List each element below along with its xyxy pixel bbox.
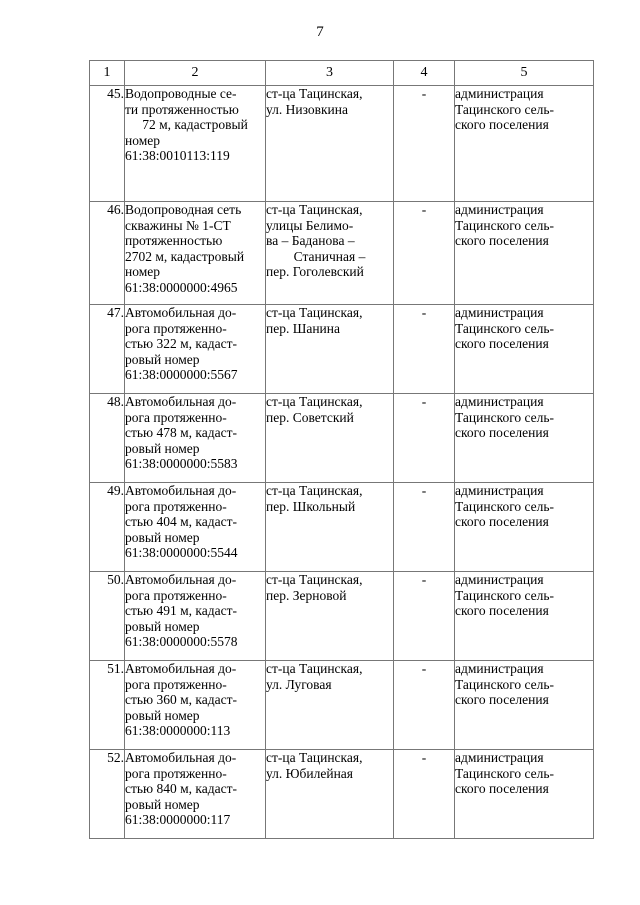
object-name-line: стью 840 м, кадаст-	[125, 781, 238, 796]
owner-line: Тацинского сель-	[455, 765, 555, 781]
owner-line: ского поселения	[455, 117, 549, 132]
object-name-line: ровый номер	[125, 707, 200, 723]
owner-line: Тацинского сель-	[455, 409, 555, 425]
owner-line: администрация	[455, 572, 544, 587]
address-cell	[266, 202, 394, 305]
column-4-value: -	[394, 750, 455, 839]
owner-line: ского поселения	[455, 514, 549, 529]
column-number-header-row	[90, 61, 594, 86]
owner-line: администрация	[455, 750, 544, 765]
object-name-line: 61:38:0000000:117	[125, 812, 231, 827]
owner-line: ского поселения	[455, 233, 549, 248]
object-name-line: номер	[125, 264, 161, 279]
column-header-5: 5	[455, 61, 594, 86]
row-number: 50.	[90, 572, 125, 661]
owner-line: Тацинского сель-	[455, 498, 555, 514]
object-name-line: рога протяженно-	[125, 409, 227, 425]
row-number: 48.	[90, 394, 125, 483]
object-name-cell	[125, 394, 266, 483]
address-cell	[266, 572, 394, 661]
object-name-line: стью 322 м, кадаст-	[125, 336, 238, 351]
table-row	[90, 661, 594, 750]
owner-line: Тацинского сель-	[455, 217, 555, 233]
object-name-line: стью 478 м, кадаст-	[125, 425, 238, 440]
column-header-1: 1	[90, 61, 125, 86]
object-name-line: ти протяженностью	[125, 101, 239, 117]
object-name-line: 61:38:0000000:4965	[125, 279, 238, 295]
object-name-line: 61:38:0010113:119	[125, 148, 230, 163]
object-name-line: скважины № 1-СТ	[125, 217, 231, 233]
column-4-value: -	[394, 661, 455, 750]
address-cell	[266, 661, 394, 750]
object-name-line: Автомобильная до-	[125, 394, 237, 409]
table-row	[90, 86, 594, 202]
object-name-line: Автомобильная до-	[125, 483, 237, 498]
owner-line: Тацинского сель-	[455, 101, 555, 117]
address-line: ул. Низовкина	[266, 101, 348, 117]
column-4-value: -	[394, 572, 455, 661]
address-line: ст-ца Тацинская,	[266, 572, 363, 587]
address-cell	[266, 394, 394, 483]
owner-line: Тацинского сель-	[455, 320, 555, 336]
object-name-line: 72 м, кадастровый	[142, 117, 248, 132]
owner-cell	[455, 202, 594, 305]
owner-line: ского поселения	[455, 781, 549, 796]
address-line: ст-ца Тацинская,	[266, 483, 363, 498]
object-name-line: 61:38:0000000:5578	[125, 634, 238, 649]
address-cell	[266, 750, 394, 839]
object-name-cell	[125, 661, 266, 750]
object-name-cell	[125, 202, 266, 305]
address-line: пер. Гоголевский	[266, 264, 364, 279]
row-number: 49.	[90, 483, 125, 572]
owner-cell	[455, 394, 594, 483]
object-name-line: Автомобильная до-	[125, 661, 237, 676]
table-row	[90, 750, 594, 839]
object-name-line: ровый номер	[125, 796, 200, 812]
owner-line: ского поселения	[455, 603, 549, 618]
object-name-line: протяженностью	[125, 233, 223, 248]
page-number: 7	[316, 24, 324, 40]
owner-line: Тацинского сель-	[455, 587, 555, 603]
address-line: ст-ца Тацинская,	[266, 305, 363, 320]
address-line: ул. Луговая	[266, 676, 332, 692]
address-line: ст-ца Тацинская,	[266, 661, 363, 676]
owner-cell	[455, 572, 594, 661]
address-line: ст-ца Тацинская,	[266, 86, 363, 101]
owner-line: администрация	[455, 483, 544, 498]
object-name-line: номер	[125, 132, 161, 148]
column-4-value: -	[394, 483, 455, 572]
address-line: ст-ца Тацинская,	[266, 750, 363, 765]
object-name-line: 61:38:0000000:5583	[125, 456, 238, 471]
owner-line: Тацинского сель-	[455, 676, 555, 692]
row-number: 47.	[90, 305, 125, 394]
object-name-cell	[125, 483, 266, 572]
object-name-cell	[125, 572, 266, 661]
column-4-value: -	[394, 305, 455, 394]
object-name-line: 61:38:0000000:113	[125, 723, 231, 738]
column-4-value: -	[394, 86, 455, 202]
address-line: пер. Школьный	[266, 498, 356, 514]
object-name-line: 61:38:0000000:5567	[125, 367, 238, 382]
address-cell	[266, 86, 394, 202]
object-name-line: ровый номер	[125, 351, 200, 367]
address-line: ул. Юбилейная	[266, 765, 353, 781]
column-4-value: -	[394, 394, 455, 483]
object-name-line: рога протяженно-	[125, 498, 227, 514]
object-name-line: стью 404 м, кадаст-	[125, 514, 238, 529]
owner-line: администрация	[455, 661, 544, 676]
object-name-line: Водопроводная сеть	[125, 202, 242, 217]
owner-line: администрация	[455, 305, 544, 320]
address-cell	[266, 483, 394, 572]
property-registry-table	[89, 60, 594, 839]
owner-cell	[455, 750, 594, 839]
table-row	[90, 483, 594, 572]
owner-line: администрация	[455, 86, 544, 101]
object-name-line: ровый номер	[125, 440, 200, 456]
object-name-line: Автомобильная до-	[125, 305, 237, 320]
object-name-line: рога протяженно-	[125, 587, 227, 603]
owner-line: администрация	[455, 202, 544, 217]
address-line: Станичная –	[293, 248, 366, 264]
address-line: ва – Баданова –	[266, 233, 355, 248]
column-header-4: 4	[394, 61, 455, 86]
table-row	[90, 572, 594, 661]
address-line: пер. Шанина	[266, 320, 340, 336]
object-name-line: стью 491 м, кадаст-	[125, 603, 238, 618]
object-name-line: Водопроводные се-	[125, 86, 237, 101]
object-name-line: ровый номер	[125, 529, 200, 545]
owner-line: администрация	[455, 394, 544, 409]
address-line: улицы Белимо-	[266, 217, 354, 233]
object-name-line: 2702 м, кадастровый	[125, 248, 245, 264]
object-name-line: Автомобильная до-	[125, 572, 237, 587]
table-row	[90, 202, 594, 305]
row-number: 45.	[90, 86, 125, 202]
table-row	[90, 305, 594, 394]
row-number: 46.	[90, 202, 125, 305]
address-cell	[266, 305, 394, 394]
object-name-cell	[125, 305, 266, 394]
object-name-line: рога протяженно-	[125, 765, 227, 781]
object-name-line: рога протяженно-	[125, 320, 227, 336]
address-line: ст-ца Тацинская,	[266, 394, 363, 409]
table-row	[90, 394, 594, 483]
object-name-line: 61:38:0000000:5544	[125, 545, 238, 560]
column-header-2: 2	[125, 61, 266, 86]
address-line: пер. Зерновой	[266, 587, 347, 603]
row-number: 52.	[90, 750, 125, 839]
owner-cell	[455, 86, 594, 202]
owner-line: ского поселения	[455, 692, 549, 707]
owner-line: ского поселения	[455, 336, 549, 351]
owner-cell	[455, 305, 594, 394]
object-name-cell	[125, 750, 266, 839]
column-header-3: 3	[266, 61, 394, 86]
address-line: ст-ца Тацинская,	[266, 202, 363, 217]
owner-cell	[455, 483, 594, 572]
address-line: пер. Советский	[266, 409, 354, 425]
object-name-line: ровый номер	[125, 618, 200, 634]
row-number: 51.	[90, 661, 125, 750]
column-4-value: -	[394, 202, 455, 305]
owner-line: ского поселения	[455, 425, 549, 440]
object-name-line: стью 360 м, кадаст-	[125, 692, 238, 707]
owner-cell	[455, 661, 594, 750]
object-name-line: рога протяженно-	[125, 676, 227, 692]
object-name-cell	[125, 86, 266, 202]
object-name-line: Автомобильная до-	[125, 750, 237, 765]
